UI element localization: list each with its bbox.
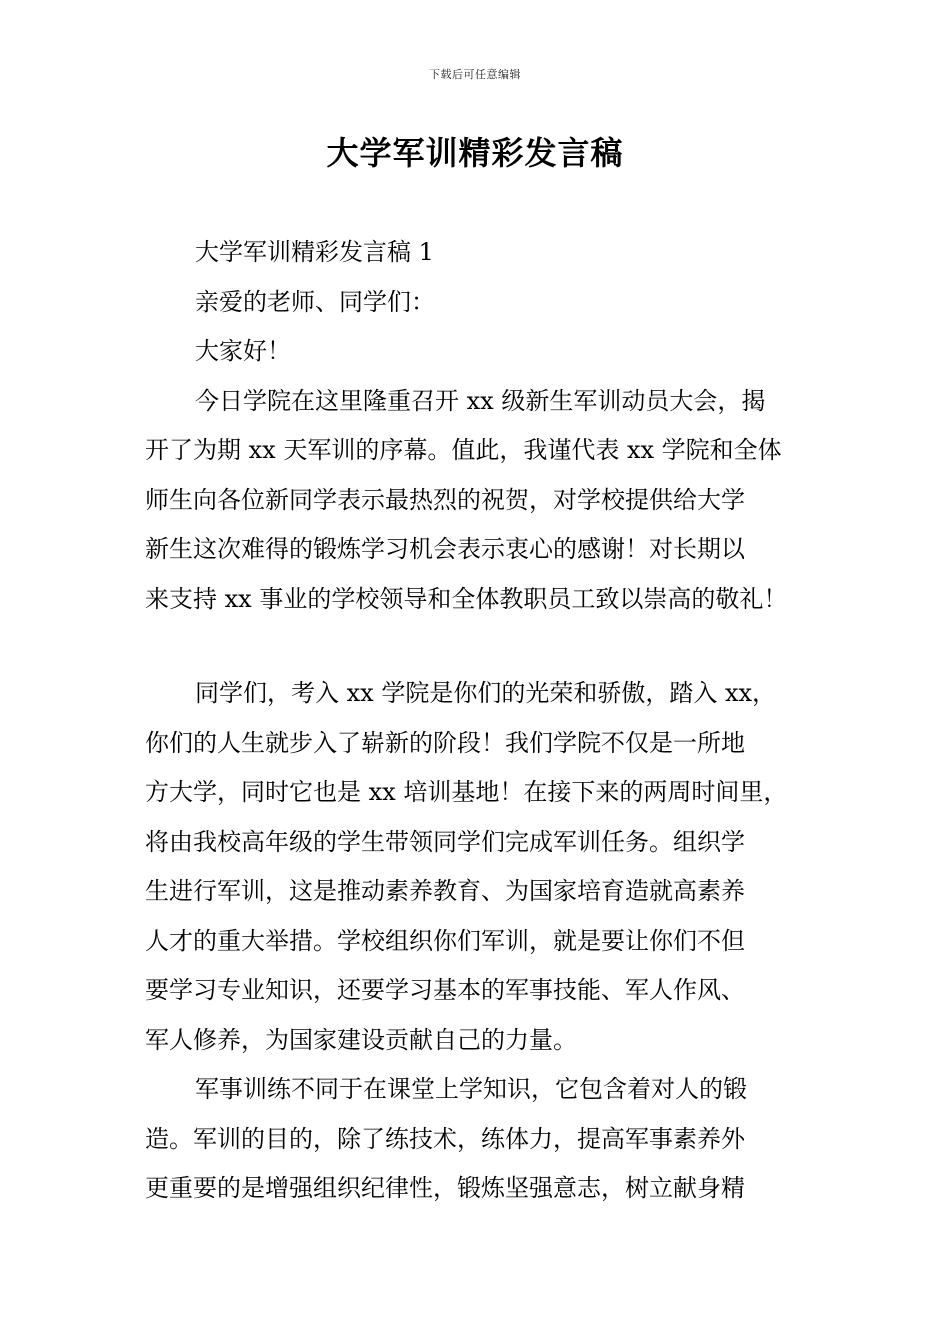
text-line: 方大学，同时它也是 xx 培训基地！在接下来的两周时间里， [145, 778, 788, 806]
text-line: 造。军训的目的，除了练技术，练体力，提高军事素养外 [145, 1124, 745, 1153]
text-line: 来支持 xx 事业的学校领导和全体教职员工致以崇高的敬礼！ [145, 584, 788, 613]
paragraph-gap [145, 624, 820, 669]
text-line: 新生这次难得的锻炼学习机会表示衷心的感谢！对长期以 [145, 535, 745, 563]
document-body [145, 228, 820, 1214]
text-line: 军事训练不同于在课堂上学知识，它包含着对人的锻 [195, 1075, 747, 1103]
text-line: 人才的重大举措。学校组织你们军训，就是要让你们不但 [145, 926, 745, 955]
paragraph-3 [145, 1065, 820, 1214]
section-subtitle: 大学军训精彩发言稿 1 [195, 238, 434, 266]
text-line: 要学习专业知识，还要学习基本的军事技能、军人作风、 [145, 976, 745, 1004]
paragraph-1 [145, 377, 820, 625]
text-line: 生进行军训，这是推动素养教育、为国家培育造就高素养 [145, 877, 745, 905]
text-line: 师生向各位新同学表示最热烈的祝贺，对学校提供给大学 [145, 485, 745, 514]
text-line: 更重要的是增强组织纪律性，锻炼坚强意志，树立献身精 [145, 1174, 745, 1202]
paragraph-2 [145, 669, 820, 1065]
salutation: 亲爱的老师、同学们： [195, 287, 435, 316]
text-line: 同学们，考入 xx 学院是你们的光荣和骄傲，踏入 xx， [195, 679, 777, 707]
text-line: 将由我校高年级的学生带领同学们完成军训任务。组织学 [145, 827, 745, 856]
document-title: 大学军训精彩发言稿 [326, 134, 624, 172]
text-line: 军人修养，为国家建设贡献自己的力量。 [145, 1025, 577, 1054]
header-note: 下载后可任意编辑 [429, 68, 521, 81]
greeting: 大家好！ [195, 337, 291, 365]
text-line: 今日学院在这里隆重召开 xx 级新生军训动员大会，揭 [195, 386, 766, 415]
text-line: 开了为期 xx 天军训的序幕。值此，我谨代表 xx 学院和全体 [145, 436, 782, 464]
text-line: 你们的人生就步入了崭新的阶段！我们学院不仅是一所地 [145, 728, 745, 757]
